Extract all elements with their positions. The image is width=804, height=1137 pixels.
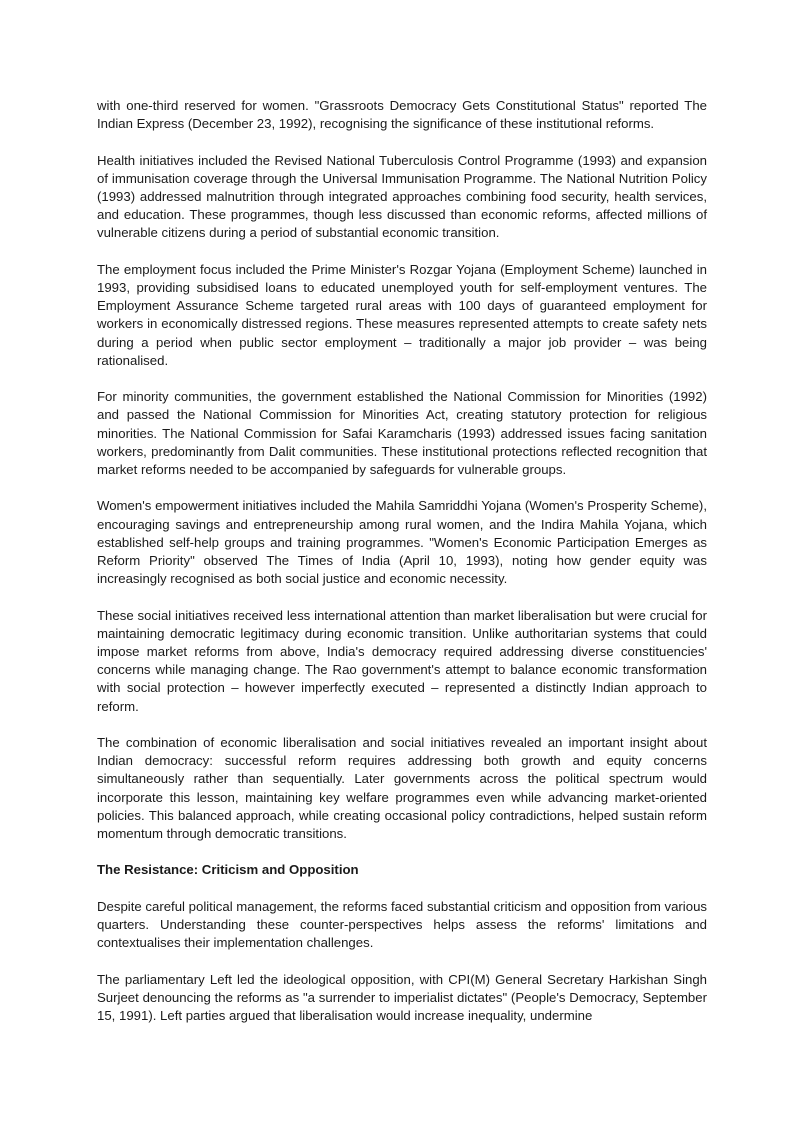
paragraph-health-initiatives: Health initiatives included the Revised National Tuberculosis Control Programme (1993) and expansion of immunisation coverage through the Universal Immunisation Programme. The National Nutrition Policy (1993) addressed malnutrition through integrated approaches combining food security, health services, and education. These programmes, though less discussed than economic reforms, affected millions of vulnerable citizens during a period of substantial economic transition.: [97, 152, 707, 241]
paragraph-left-opposition: The parliamentary Left led the ideological opposition, with CPI(M) General Secretary Harkishan Singh Surjeet denouncing the reforms as "a surrender to imperialist dictates" (People's Democracy, September 15, 1991). Left parties argued that liberalisation would increase inequality, undermine: [97, 971, 707, 1024]
document-page: [97, 97, 707, 1043]
paragraph-social-initiatives: These social initiatives received less international attention than market liberalisation but were crucial for maintaining democratic legitimacy during economic transition. Unlike authoritarian systems that could impose market reforms from above, India's democracy required addressing diverse constituencies' concerns while managing change. The Rao government's attempt to balance economic transformation with social protection – however imperfectly executed – represented a distinctly Indian approach to reform.: [97, 607, 707, 714]
paragraph-minority-communities: For minority communities, the government established the National Commission for Minorities (1992) and passed the National Commission for Minorities Act, creating statutory protection for religious minorities. The National Commission for Safai Karamcharis (1993) addressed issues facing sanitation workers, predominantly from Dalit communities. These institutional protections reflected recognition that market reforms needed to be accompanied by safeguards for vulnerable groups.: [97, 389, 707, 478]
section-heading: The Resistance: Criticism and Opposition: [97, 862, 359, 878]
paragraph-employment-focus: The employment focus included the Prime Minister's Rozgar Yojana (Employment Scheme) launched in 1993, providing subsidised loans to educated unemployed youth for self-employment ventures. The Employment Assurance Scheme targeted rural areas with 100 days of guaranteed employment for workers in economically distressed regions. These measures represented attempts to create safety nets during a period when public sector employment – traditionally a major job provider – was being rationalised.: [97, 261, 707, 368]
paragraph-panchayati-reservation: with one-third reserved for women. "Grassroots Democracy Gets Constitutional Status" reported The Indian Express (December 23, 1992), recognising the significance of these institutional reforms.: [97, 98, 707, 132]
paragraph-womens-empowerment: Women's empowerment initiatives included the Mahila Samriddhi Yojana (Women's Prosperity Scheme), encouraging savings and entrepreneurship among rural women, and the Indira Mahila Yojana, which established self-help groups and training programmes. "Women's Economic Participation Emerges as Reform Priority" observed The Times of India (April 10, 1993), noting how gender equity was increasingly recognised as both social justice and economic necessity.: [97, 498, 707, 587]
paragraph-criticism-intro: Despite careful political management, the reforms faced substantial criticism and opposition from various quarters. Understanding these counter-perspectives helps assess the reforms' limitations and contextualises their implementation challenges.: [97, 898, 707, 951]
paragraph-combination-insight: The combination of economic liberalisation and social initiatives revealed an important insight about Indian democracy: successful reform requires addressing both growth and equity concerns simultaneously rather than sequentially. Later governments across the political spectrum would incorporate this lesson, maintaining key welfare programmes even while advancing market-oriented policies. This balanced approach, while creating occasional policy contradictions, helped sustain reform momentum through democratic transitions.: [97, 735, 707, 842]
